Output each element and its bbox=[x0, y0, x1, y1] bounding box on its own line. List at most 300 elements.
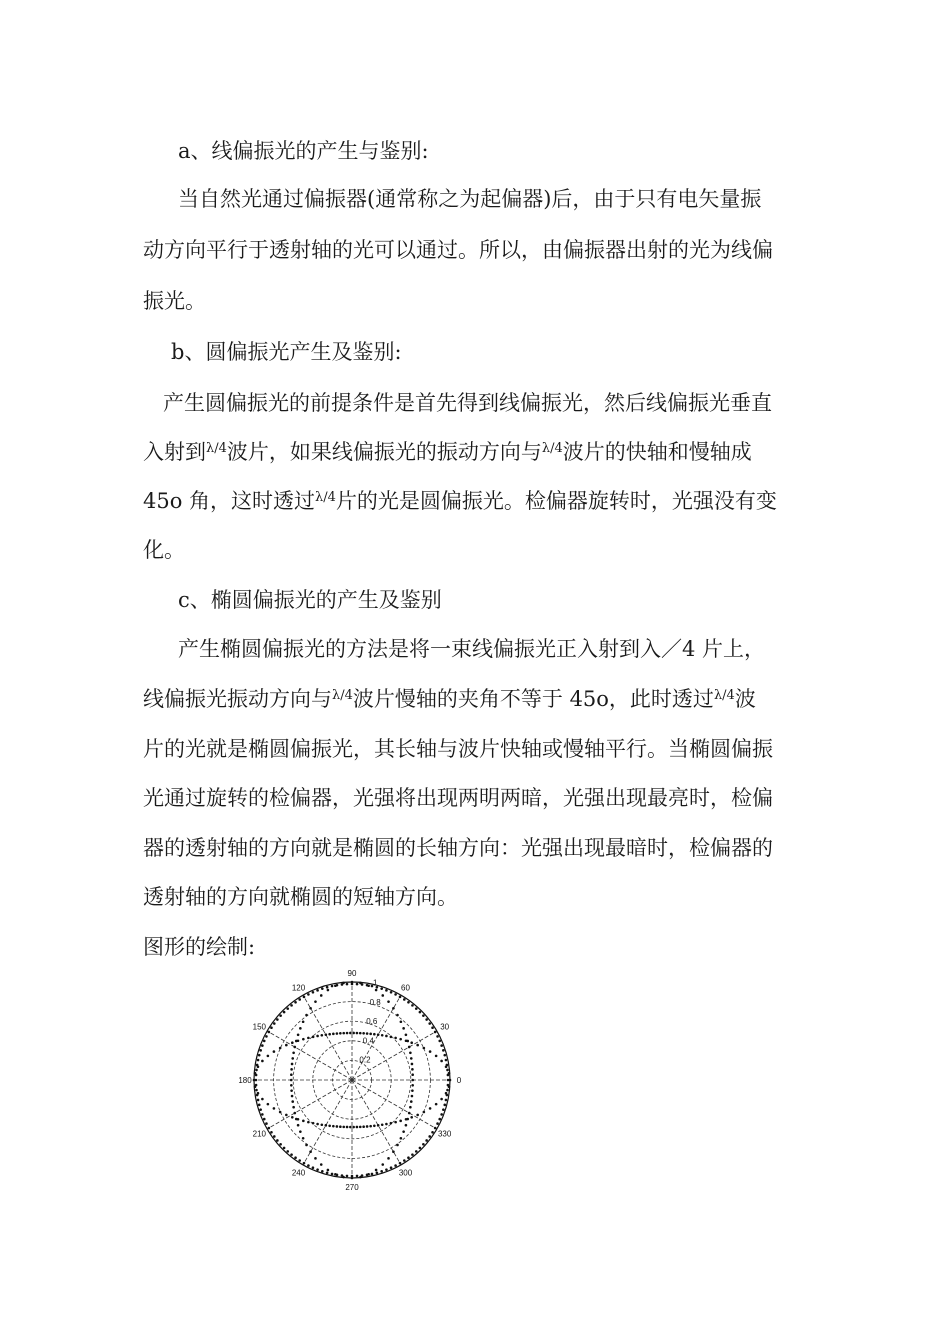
curve-ellipse-horizontal-dot bbox=[359, 1032, 362, 1035]
curve-ellipse-horizontal-dot bbox=[307, 1037, 310, 1040]
curve-ellipse-vertical-dot bbox=[411, 1095, 414, 1098]
polar-angle-label: 90 bbox=[347, 969, 357, 978]
curve-ellipse-vertical-dot bbox=[305, 1014, 308, 1017]
curve-circle-dot bbox=[394, 1164, 397, 1167]
curve-ellipse-vertical-dot bbox=[406, 1040, 409, 1043]
curve-ellipse-horizontal-dot bbox=[336, 1032, 339, 1035]
curve-circle-dot bbox=[415, 1007, 418, 1010]
polar-radius-label: 0.6 bbox=[366, 1017, 378, 1027]
curve-circle-dot bbox=[390, 1166, 393, 1169]
curve-ellipse-horizontal-dot bbox=[339, 1125, 342, 1128]
curve-ellipse-horizontal-dot bbox=[291, 1116, 294, 1119]
curve-ellipse-vertical-dot bbox=[327, 989, 330, 992]
curve-ellipse-horizontal-dot bbox=[325, 1124, 328, 1127]
curve-ellipse-horizontal-dot bbox=[369, 1033, 372, 1036]
curve-ellipse-horizontal-dot bbox=[362, 1125, 365, 1128]
curve-circle-dot bbox=[425, 1018, 428, 1021]
curve-circle-dot bbox=[422, 1143, 425, 1146]
curve-ellipse-horizontal-dot bbox=[423, 1111, 426, 1114]
curve-circle-dot bbox=[440, 1113, 443, 1116]
curve-ellipse-vertical-dot bbox=[411, 1063, 414, 1066]
curve-circle-dot bbox=[415, 1150, 418, 1153]
curve-ellipse-horizontal-dot bbox=[302, 1038, 305, 1041]
curve-circle-dot bbox=[380, 1170, 383, 1173]
polar-plot-figure bbox=[240, 966, 470, 1196]
curve-ellipse-vertical-dot bbox=[293, 1112, 296, 1115]
curve-ellipse-vertical-dot bbox=[342, 982, 345, 985]
curve-ellipse-horizontal-dot bbox=[349, 1032, 352, 1035]
para-c-line-4: 光通过旋转的检偏器，光强将出现两明两暗，光强出现最亮时，检偏 bbox=[143, 786, 773, 810]
curve-ellipse-horizontal-dot bbox=[325, 1033, 328, 1036]
curve-circle-dot bbox=[434, 1031, 437, 1034]
curve-circle-dot bbox=[407, 1001, 410, 1004]
curve-ellipse-horizontal-dot bbox=[321, 1123, 324, 1126]
lambda-quarter-symbol: λ/4 bbox=[206, 441, 227, 456]
curve-circle-dot bbox=[268, 1127, 271, 1130]
curve-circle-dot bbox=[261, 1113, 264, 1116]
curve-ellipse-horizontal-dot bbox=[385, 1035, 388, 1038]
curve-ellipse-vertical-dot bbox=[351, 981, 354, 984]
curve-circle-dot bbox=[428, 1022, 431, 1025]
curve-ellipse-vertical-dot bbox=[410, 1057, 413, 1060]
curve-ellipse-vertical-dot bbox=[302, 1020, 305, 1023]
curve-circle-dot bbox=[312, 991, 315, 994]
curve-ellipse-horizontal-dot bbox=[429, 1107, 432, 1110]
curve-circle-dot bbox=[422, 1014, 425, 1017]
polar-angle-label: 270 bbox=[345, 1183, 359, 1192]
curve-ellipse-horizontal-dot bbox=[285, 1044, 288, 1047]
curve-ellipse-vertical-dot bbox=[302, 1137, 305, 1140]
curve-circle-dot bbox=[436, 1122, 439, 1125]
curve-ellipse-vertical-dot bbox=[295, 1118, 298, 1121]
curve-ellipse-horizontal-dot bbox=[381, 1123, 384, 1126]
curve-ellipse-horizontal-dot bbox=[291, 1041, 294, 1044]
curve-ellipse-vertical-dot bbox=[396, 1144, 399, 1147]
polar-angle-label: 300 bbox=[398, 1168, 413, 1178]
curve-circle-dot bbox=[431, 1131, 434, 1134]
curve-ellipse-horizontal-dot bbox=[273, 1107, 276, 1110]
para-b-line-3 bbox=[143, 486, 777, 520]
curve-circle-dot bbox=[258, 1054, 261, 1057]
curve-circle-dot bbox=[436, 1035, 439, 1038]
curve-ellipse-vertical-dot bbox=[314, 1157, 317, 1160]
curve-circle-dot bbox=[442, 1049, 445, 1052]
curve-ellipse-vertical-dot bbox=[292, 1051, 295, 1054]
curve-ellipse-vertical-dot bbox=[290, 1073, 293, 1076]
curve-circle-dot bbox=[258, 1104, 261, 1107]
curve-ellipse-horizontal-dot bbox=[349, 1126, 352, 1129]
para-b-line-4: 化。 bbox=[143, 538, 185, 562]
curve-circle-dot bbox=[407, 1156, 410, 1159]
curve-circle-dot bbox=[443, 1054, 446, 1057]
curve-ellipse-horizontal-dot bbox=[316, 1035, 319, 1038]
curve-ellipse-horizontal-dot bbox=[410, 1116, 413, 1119]
heading-b: b、圆偏振光产生及鉴别: bbox=[171, 340, 402, 364]
para-b-text: 入射到 bbox=[143, 440, 206, 464]
curve-circle-dot bbox=[286, 1007, 289, 1010]
curve-ellipse-vertical-dot bbox=[411, 1068, 414, 1071]
lambda-quarter-symbol: λ/4 bbox=[315, 490, 336, 505]
para-a-line-1: 当自然光通过偏振器(通常称之为起偏器)后，由于只有电矢量振 bbox=[178, 187, 762, 211]
polar-angle-label: 30 bbox=[440, 1022, 450, 1032]
para-c-line-5: 器的透射轴的方向就是椭圆的长轴方向：光强出现最暗时，检偏器的 bbox=[143, 836, 773, 860]
curve-circle-dot bbox=[419, 1147, 422, 1150]
curve-circle-dot bbox=[276, 1018, 279, 1021]
curve-circle-dot bbox=[385, 1168, 388, 1171]
curve-circle-dot bbox=[273, 1135, 276, 1138]
curve-ellipse-horizontal-dot bbox=[399, 1038, 402, 1041]
curve-circle-dot bbox=[434, 1127, 437, 1130]
curve-ellipse-vertical-dot bbox=[359, 1176, 362, 1179]
curve-ellipse-vertical-dot bbox=[295, 1040, 298, 1043]
curve-circle-dot bbox=[346, 1175, 349, 1178]
curve-circle-dot bbox=[265, 1035, 268, 1038]
curve-circle-dot bbox=[298, 1159, 301, 1162]
para-b-text: 片的光是圆偏振光。检偏器旋转时，光强没有变 bbox=[335, 489, 777, 513]
curve-circle-dot bbox=[380, 987, 383, 990]
curve-circle-dot bbox=[290, 1004, 293, 1007]
curve-circle-dot bbox=[316, 1168, 319, 1171]
polar-angle-label: 120 bbox=[291, 983, 306, 993]
curve-ellipse-horizontal-dot bbox=[359, 1126, 362, 1129]
curve-ellipse-horizontal-dot bbox=[381, 1034, 384, 1037]
figure-caption: 图形的绘制: bbox=[143, 935, 256, 959]
curve-circle-dot bbox=[257, 1059, 260, 1062]
para-a-line-3: 振光。 bbox=[143, 289, 206, 313]
curve-circle-dot bbox=[446, 1069, 449, 1072]
curve-ellipse-vertical-dot bbox=[334, 984, 337, 987]
curve-ellipse-horizontal-dot bbox=[346, 1126, 349, 1129]
curve-ellipse-vertical-dot bbox=[409, 1051, 412, 1054]
curve-ellipse-horizontal-dot bbox=[435, 1103, 438, 1106]
curve-ellipse-horizontal-dot bbox=[342, 1126, 345, 1129]
curve-ellipse-horizontal-dot bbox=[267, 1103, 270, 1106]
curve-ellipse-vertical-dot bbox=[396, 1014, 399, 1017]
curve-circle-dot bbox=[286, 1150, 289, 1153]
polar-angle-label: 60 bbox=[401, 983, 410, 993]
curve-ellipse-vertical-dot bbox=[411, 1084, 414, 1087]
curve-ellipse-vertical-dot bbox=[402, 1130, 405, 1133]
heading-a: a、线偏振光的产生与鉴别: bbox=[178, 139, 429, 163]
curve-ellipse-horizontal-dot bbox=[399, 1120, 402, 1123]
curve-circle-dot bbox=[294, 1001, 297, 1004]
curve-ellipse-vertical-dot bbox=[387, 1000, 390, 1003]
curve-ellipse-vertical-dot bbox=[290, 1089, 293, 1092]
curve-circle-dot bbox=[270, 1026, 273, 1029]
curve-circle-dot bbox=[445, 1099, 448, 1102]
curve-ellipse-horizontal-dot bbox=[328, 1125, 331, 1128]
curve-ellipse-horizontal-dot bbox=[285, 1114, 288, 1117]
curve-circle-dot bbox=[263, 1118, 266, 1121]
curve-circle-dot bbox=[425, 1139, 428, 1142]
curve-circle-dot bbox=[255, 1089, 258, 1092]
polar-labels bbox=[238, 969, 461, 1192]
para-b-text: 波片，如果线偏振光的振动方向与 bbox=[226, 440, 542, 464]
curve-ellipse-horizontal-dot bbox=[394, 1037, 397, 1040]
curve-ellipse-vertical-dot bbox=[375, 1169, 378, 1172]
polar-radius-label: 0.8 bbox=[369, 997, 381, 1007]
para-a-line-2: 动方向平行于透射轴的光可以通过。所以，由偏振器出射的光为线偏 bbox=[143, 238, 773, 262]
curve-circle-dot bbox=[399, 996, 402, 999]
curve-ellipse-vertical-dot bbox=[381, 1163, 384, 1166]
curve-circle-dot bbox=[321, 987, 324, 990]
curve-ellipse-horizontal-dot bbox=[416, 1114, 419, 1117]
curve-circle-dot bbox=[419, 1011, 422, 1014]
curve-ellipse-vertical-dot bbox=[351, 1177, 354, 1180]
curve-ellipse-horizontal-dot bbox=[321, 1034, 324, 1037]
curve-ellipse-vertical-dot bbox=[411, 1073, 414, 1076]
polar-angle-label: 0 bbox=[456, 1076, 462, 1085]
curve-ellipse-horizontal-dot bbox=[273, 1050, 276, 1053]
curve-circle-dot bbox=[446, 1089, 449, 1092]
curve-ellipse-vertical-dot bbox=[314, 1000, 317, 1003]
curve-ellipse-horizontal-dot bbox=[448, 1085, 451, 1088]
para-c-line-2 bbox=[143, 684, 756, 718]
lambda-quarter-symbol: λ/4 bbox=[541, 441, 563, 456]
curve-ellipse-horizontal-dot bbox=[253, 1079, 256, 1082]
curve-ellipse-horizontal-dot bbox=[440, 1060, 443, 1063]
curve-circle-dot bbox=[265, 1122, 268, 1125]
curve-circle-dot bbox=[411, 1153, 414, 1156]
curve-ellipse-horizontal-dot bbox=[373, 1033, 376, 1036]
curve-circle-dot bbox=[321, 1170, 324, 1173]
curve-circle-dot bbox=[356, 1175, 359, 1178]
curve-circle-dot bbox=[411, 1004, 414, 1007]
curve-ellipse-vertical-dot bbox=[367, 984, 370, 987]
curve-circle-dot bbox=[316, 989, 319, 992]
curve-ellipse-vertical-dot bbox=[291, 1057, 294, 1060]
curve-circle-dot bbox=[273, 1022, 276, 1025]
para-c-text: 波 bbox=[734, 687, 756, 711]
curve-circle-dot bbox=[279, 1014, 282, 1017]
heading-c: c、椭圆偏振光的产生及鉴别 bbox=[178, 588, 442, 612]
curve-ellipse-vertical-dot bbox=[290, 1068, 293, 1071]
curve-ellipse-horizontal-dot bbox=[435, 1055, 438, 1058]
curve-ellipse-horizontal-dot bbox=[261, 1060, 264, 1063]
para-c-line-1: 产生椭圆偏振光的方法是将一束线偏振光正入射到入／4 片上， bbox=[178, 637, 766, 661]
curve-ellipse-vertical-dot bbox=[320, 1163, 323, 1166]
curve-ellipse-vertical-dot bbox=[291, 1100, 294, 1103]
curve-ellipse-horizontal-dot bbox=[352, 1032, 355, 1035]
curve-ellipse-horizontal-dot bbox=[302, 1120, 305, 1123]
curve-ellipse-horizontal-dot bbox=[448, 1072, 451, 1075]
curve-ellipse-vertical-dot bbox=[411, 1089, 414, 1092]
curve-ellipse-vertical-dot bbox=[299, 1130, 302, 1133]
curve-ellipse-vertical-dot bbox=[292, 1106, 295, 1109]
curve-ellipse-vertical-dot bbox=[297, 1124, 300, 1127]
polar-angle-label: 180 bbox=[238, 1076, 252, 1085]
curve-ellipse-vertical-dot bbox=[290, 1084, 293, 1087]
curve-ellipse-horizontal-dot bbox=[362, 1032, 365, 1035]
curve-ellipse-vertical-dot bbox=[387, 1157, 390, 1160]
curve-ellipse-vertical-dot bbox=[392, 1007, 395, 1010]
para-c-line-6: 透射轴的方向就椭圆的短轴方向。 bbox=[143, 885, 458, 909]
curve-circle-dot bbox=[356, 983, 359, 986]
polar-angle-label: 330 bbox=[437, 1129, 452, 1139]
curve-ellipse-horizontal-dot bbox=[445, 1092, 448, 1095]
curve-ellipse-vertical-dot bbox=[293, 1046, 296, 1049]
curve-ellipse-horizontal-dot bbox=[257, 1092, 260, 1095]
curve-ellipse-horizontal-dot bbox=[254, 1085, 257, 1088]
lambda-quarter-symbol: λ/4 bbox=[713, 688, 735, 703]
curve-circle-dot bbox=[290, 1153, 293, 1156]
curve-ellipse-vertical-dot bbox=[291, 1095, 294, 1098]
curve-circle-dot bbox=[270, 1131, 273, 1134]
curve-circle-dot bbox=[279, 1143, 282, 1146]
curve-circle-dot bbox=[261, 1044, 264, 1047]
curve-circle-dot bbox=[307, 993, 310, 996]
curve-ellipse-vertical-dot bbox=[327, 1169, 330, 1172]
curve-ellipse-horizontal-dot bbox=[312, 1122, 315, 1125]
curve-ellipse-horizontal-dot bbox=[394, 1121, 397, 1124]
curve-circle-dot bbox=[298, 998, 301, 1001]
curve-ellipse-vertical-dot bbox=[381, 994, 384, 997]
curve-ellipse-horizontal-dot bbox=[352, 1126, 355, 1129]
curve-ellipse-horizontal-dot bbox=[423, 1047, 426, 1050]
curve-circle-dot bbox=[312, 1166, 315, 1169]
curve-circle-dot bbox=[371, 1173, 374, 1176]
curve-ellipse-vertical-dot bbox=[375, 989, 378, 992]
curve-ellipse-horizontal-dot bbox=[342, 1032, 345, 1035]
curve-ellipse-horizontal-dot bbox=[332, 1033, 335, 1036]
curve-ellipse-vertical-dot bbox=[359, 982, 362, 985]
curve-ellipse-horizontal-dot bbox=[339, 1032, 342, 1035]
curve-ellipse-horizontal-dot bbox=[410, 1041, 413, 1044]
curve-ellipse-vertical-dot bbox=[408, 1112, 411, 1115]
polar-angle-label: 150 bbox=[252, 1022, 267, 1032]
curve-ellipse-horizontal-dot bbox=[377, 1033, 380, 1036]
curve-ellipse-horizontal-dot bbox=[440, 1098, 443, 1101]
polar-radius-label: 1 bbox=[373, 978, 378, 988]
curve-circle-dot bbox=[346, 983, 349, 986]
curve-ellipse-horizontal-dot bbox=[346, 1032, 349, 1035]
polar-radius-label: 0.4 bbox=[362, 1036, 374, 1046]
curve-ellipse-vertical-dot bbox=[309, 1007, 312, 1010]
curve-ellipse-horizontal-dot bbox=[279, 1111, 282, 1114]
curve-circle-dot bbox=[403, 1159, 406, 1162]
curve-ellipse-horizontal-dot bbox=[373, 1125, 376, 1128]
curve-ellipse-vertical-dot bbox=[309, 1150, 312, 1153]
curve-ellipse-vertical-dot bbox=[408, 1046, 411, 1049]
polar-angle-label: 210 bbox=[252, 1129, 267, 1139]
curve-circle-dot bbox=[259, 1049, 262, 1052]
curve-circle-dot bbox=[276, 1139, 279, 1142]
curve-circle-dot bbox=[303, 996, 306, 999]
curve-circle-dot bbox=[263, 1040, 266, 1043]
curve-ellipse-vertical-dot bbox=[320, 994, 323, 997]
curve-ellipse-horizontal-dot bbox=[416, 1044, 419, 1047]
curve-circle-dot bbox=[403, 998, 406, 1001]
curve-circle-dot bbox=[331, 1173, 334, 1176]
curve-circle-dot bbox=[438, 1040, 441, 1043]
curve-circle-dot bbox=[268, 1031, 271, 1034]
curve-ellipse-vertical-dot bbox=[400, 1137, 403, 1140]
curve-ellipse-vertical-dot bbox=[297, 1033, 300, 1036]
curve-ellipse-horizontal-dot bbox=[267, 1055, 270, 1058]
curve-ellipse-vertical-dot bbox=[392, 1150, 395, 1153]
curve-circle-dot bbox=[331, 985, 334, 988]
curve-ellipse-vertical-dot bbox=[290, 1079, 293, 1082]
curve-ellipse-horizontal-dot bbox=[369, 1125, 372, 1128]
curve-ellipse-horizontal-dot bbox=[336, 1125, 339, 1128]
curve-ellipse-horizontal-dot bbox=[377, 1124, 380, 1127]
curve-ellipse-horizontal-dot bbox=[254, 1072, 257, 1075]
curve-circle-dot bbox=[303, 1162, 306, 1165]
para-c-text: 波片慢轴的夹角不等于 45o，此时透过 bbox=[352, 687, 714, 711]
curve-ellipse-horizontal-dot bbox=[328, 1033, 331, 1036]
curve-ellipse-horizontal-dot bbox=[356, 1126, 359, 1129]
curve-ellipse-vertical-dot bbox=[299, 1027, 302, 1030]
curve-circle-dot bbox=[257, 1099, 260, 1102]
curve-circle-dot bbox=[399, 1162, 402, 1165]
curve-ellipse-horizontal-dot bbox=[366, 1032, 369, 1035]
para-b-line-2 bbox=[143, 437, 752, 471]
curve-ellipse-vertical-dot bbox=[410, 1100, 413, 1103]
curve-ellipse-horizontal-dot bbox=[257, 1065, 260, 1068]
curve-circle-dot bbox=[326, 986, 329, 989]
curve-circle-dot bbox=[443, 1104, 446, 1107]
curve-circle-dot bbox=[283, 1147, 286, 1150]
curve-circle-dot bbox=[445, 1059, 448, 1062]
curve-ellipse-horizontal-dot bbox=[449, 1079, 452, 1082]
para-c-line-3: 片的光就是椭圆偏振光，其长轴与波片快轴或慢轴平行。当椭圆偏振 bbox=[143, 737, 773, 761]
curve-circle-dot bbox=[440, 1044, 443, 1047]
curve-ellipse-horizontal-dot bbox=[390, 1122, 393, 1125]
curve-circle-dot bbox=[307, 1164, 310, 1167]
polar-angle-label: 240 bbox=[291, 1168, 306, 1178]
curve-ellipse-horizontal-dot bbox=[390, 1036, 393, 1039]
curve-circle-dot bbox=[394, 993, 397, 996]
curve-circle-dot bbox=[294, 1156, 297, 1159]
para-c-text: 线偏振光振动方向与 bbox=[143, 687, 332, 711]
curve-ellipse-horizontal-dot bbox=[445, 1065, 448, 1068]
curve-ellipse-vertical-dot bbox=[402, 1027, 405, 1030]
curve-circle-dot bbox=[283, 1011, 286, 1014]
curve-ellipse-vertical-dot bbox=[409, 1106, 412, 1109]
curve-circle-dot bbox=[438, 1118, 441, 1121]
curve-circle-dot bbox=[255, 1069, 258, 1072]
curve-circle-dot bbox=[431, 1026, 434, 1029]
para-b-text: 45o 角，这时透过 bbox=[143, 489, 316, 513]
curve-ellipse-horizontal-dot bbox=[332, 1125, 335, 1128]
curve-circle-dot bbox=[442, 1108, 445, 1111]
curve-ellipse-vertical-dot bbox=[334, 1173, 337, 1176]
curve-ellipse-vertical-dot bbox=[406, 1118, 409, 1121]
curve-ellipse-horizontal-dot bbox=[385, 1123, 388, 1126]
curve-ellipse-horizontal-dot bbox=[356, 1032, 359, 1035]
curve-ellipse-horizontal-dot bbox=[279, 1047, 282, 1050]
polar-radius-label: 0.2 bbox=[359, 1055, 371, 1065]
curve-ellipse-vertical-dot bbox=[291, 1063, 294, 1066]
curve-circle-dot bbox=[385, 989, 388, 992]
curve-circle-dot bbox=[326, 1171, 329, 1174]
curve-ellipse-horizontal-dot bbox=[307, 1121, 310, 1124]
curve-ellipse-vertical-dot bbox=[367, 1173, 370, 1176]
curve-ellipse-vertical-dot bbox=[411, 1079, 414, 1082]
curve-ellipse-vertical-dot bbox=[405, 1124, 408, 1127]
curve-circle-dot bbox=[376, 1171, 379, 1174]
curve-circle-dot bbox=[259, 1108, 262, 1111]
curve-ellipse-horizontal-dot bbox=[261, 1098, 264, 1101]
para-b-line-1: 产生圆偏振光的前提条件是首先得到线偏振光，然后线偏振光垂直 bbox=[163, 391, 772, 415]
para-b-text: 波片的快轴和慢轴成 bbox=[562, 440, 752, 464]
curve-circle-dot bbox=[390, 991, 393, 994]
lambda-quarter-symbol: λ/4 bbox=[332, 688, 353, 703]
curve-ellipse-horizontal-dot bbox=[316, 1123, 319, 1126]
curve-ellipse-vertical-dot bbox=[400, 1020, 403, 1023]
curve-ellipse-horizontal-dot bbox=[312, 1036, 315, 1039]
curve-ellipse-vertical-dot bbox=[342, 1176, 345, 1179]
